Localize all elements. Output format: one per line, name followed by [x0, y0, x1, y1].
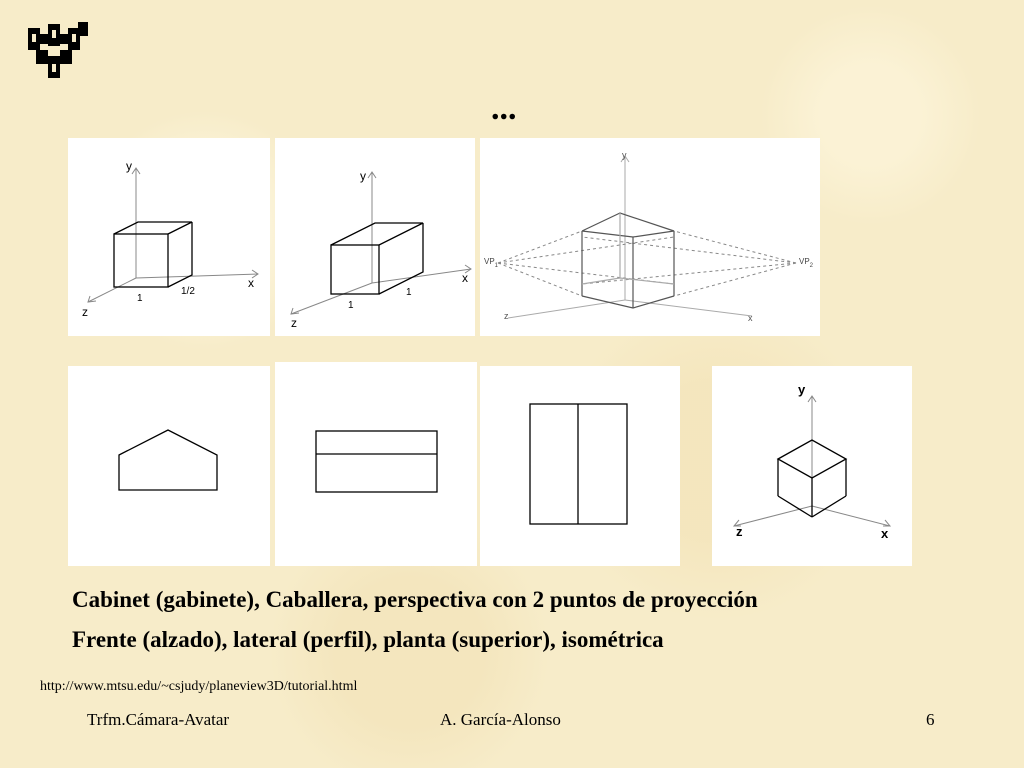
cabinet-dim-width: 1: [137, 293, 143, 304]
caption-line-2: Frente (alzado), lateral (perfil), planta (superior), isométrica: [72, 627, 664, 652]
cabinet-axis-x: x: [248, 276, 254, 290]
isometric-axis-y: y: [798, 382, 806, 397]
university-logo-icon: [26, 20, 90, 80]
vp2-text: VP: [799, 257, 810, 266]
footer-left: Trfm.Cámara-Avatar: [87, 710, 230, 729]
vanishing-point-1-label: [484, 257, 499, 269]
cavalier-axis-y: y: [360, 169, 366, 183]
footer-page-number: 6: [926, 710, 935, 729]
two-point-axis-z: z: [504, 311, 509, 321]
isometric-axis-x: x: [881, 526, 889, 541]
cavalier-dim-width: 1: [348, 300, 354, 311]
top-view-figure: [480, 366, 680, 566]
front-view-figure: [68, 366, 270, 566]
isometric-axis-z: z: [736, 524, 743, 539]
slide-heading: ...: [491, 90, 517, 127]
cavalier-figure: [275, 138, 475, 336]
vp2-subscript: 2: [809, 263, 814, 269]
vp1-text: VP: [484, 257, 495, 266]
cavalier-axis-z: z: [291, 316, 297, 330]
cabinet-figure: [68, 138, 270, 336]
cabinet-axis-z: z: [82, 305, 88, 319]
caption-line-1: Cabinet (gabinete), Caballera, perspectiva con 2 puntos de proyección: [72, 587, 758, 612]
side-view-figure: [275, 362, 477, 566]
two-point-axis-y: y: [622, 150, 627, 160]
cabinet-axis-y: y: [126, 159, 132, 173]
two-point-axis-x: x: [748, 313, 753, 323]
vanishing-point-2-label: [799, 257, 814, 269]
footer-author: A. García-Alonso: [440, 710, 561, 729]
vp1-subscript: 1: [494, 263, 499, 269]
two-point-perspective-figure: [480, 138, 820, 336]
isometric-figure: [712, 366, 912, 566]
source-url-link[interactable]: http://www.mtsu.edu/~csjudy/planeview3D/tutorial.html: [40, 679, 358, 694]
cabinet-dim-depth: 1/2: [181, 286, 195, 297]
cavalier-dim-depth: 1: [406, 287, 412, 298]
cavalier-axis-x: x: [462, 271, 468, 285]
